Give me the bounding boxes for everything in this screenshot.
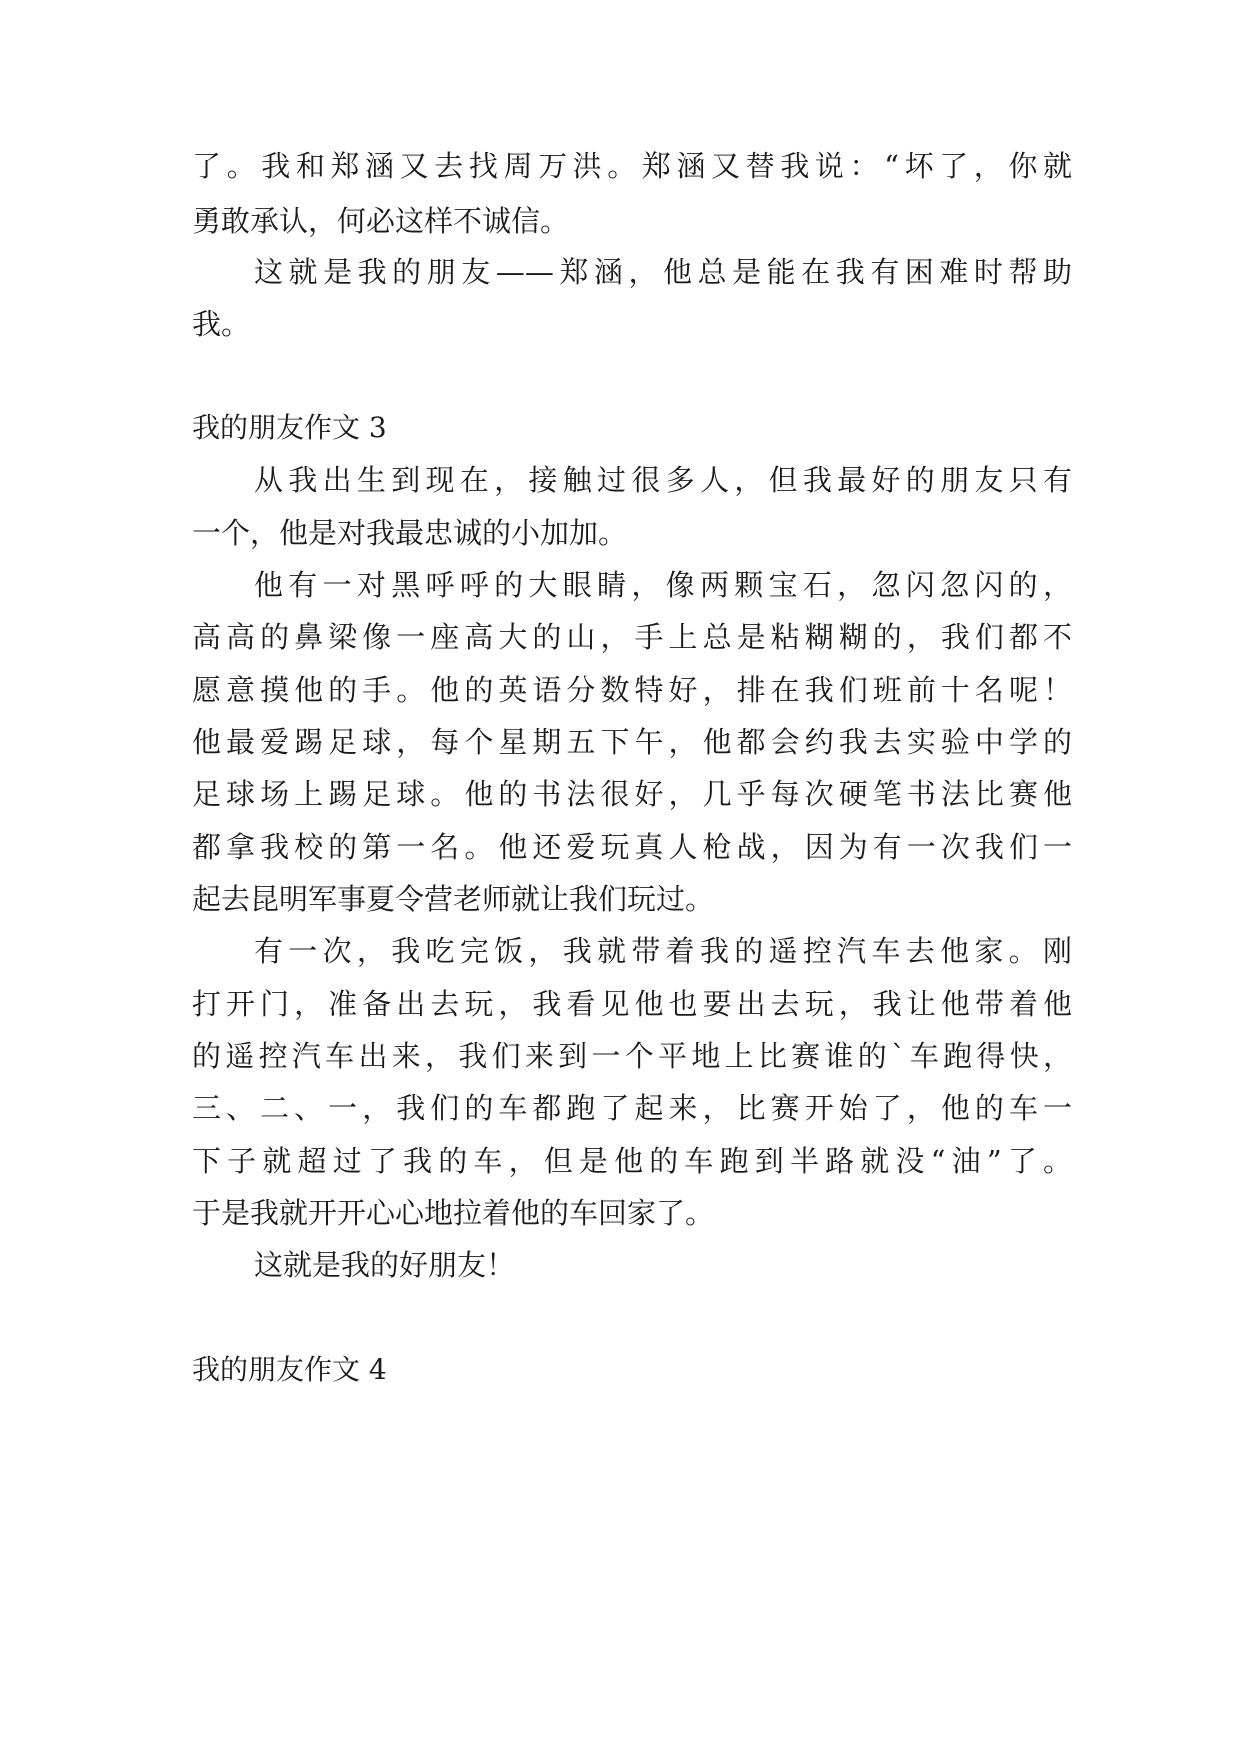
text-line: 起去昆明军事夏令营老师就让我们玩过。: [192, 882, 715, 916]
text-line: 从我出生到现在，接触过很多人，但我最好的朋友只有: [254, 463, 1072, 497]
text-line: 了。我和郑涵又去找周万洪。郑涵又替我说：“坏了，你就: [192, 149, 1072, 183]
text-line: 足球场上踢足球。他的书法很好，几乎每次硬笔书法比赛他: [192, 777, 1072, 811]
text-line: 他最爱踢足球，每个星期五下午，他都会约我去实验中学的: [192, 725, 1072, 759]
text-line: 下子就超过了我的车，但是他的车跑到半路就没“油”了。: [192, 1144, 1072, 1178]
text-line: 勇敢承认，何必这样不诚信。: [192, 204, 570, 238]
text-line: 都拿我校的第一名。他还爱玩真人枪战，因为有一次我们一: [192, 830, 1072, 864]
text-line: 愿意摸他的手。他的英语分数特好，排在我们班前十名呢！: [192, 673, 1072, 707]
section-heading: 我的朋友作文 4: [192, 1353, 387, 1386]
text-line: 三、二、一，我们的车都跑了起来，比赛开始了，他的车一: [192, 1091, 1072, 1125]
text-line: 我。: [192, 307, 251, 341]
text-line: 高高的鼻梁像一座高大的山，手上总是粘糊糊的，我们都不: [192, 620, 1072, 654]
text-line: 这就是我的好朋友！: [254, 1248, 516, 1282]
text-line: 一个，他是对我最忠诚的小加加。: [192, 516, 628, 550]
text-line: 的遥控汽车出来，我们来到一个平地上比赛谁的`车跑得快，: [192, 1039, 1072, 1073]
section-heading: 我的朋友作文 3: [192, 411, 387, 444]
text-line: 于是我就开开心心地拉着他的车回家了。: [192, 1196, 715, 1230]
text-line: 这就是我的朋友——郑涵，他总是能在我有困难时帮助: [254, 255, 1072, 289]
text-line: 有一次，我吃完饭，我就带着我的遥控汽车去他家。刚: [254, 934, 1072, 968]
text-line: 他有一对黑呼呼的大眼睛，像两颗宝石，忽闪忽闪的，: [254, 568, 1072, 602]
text-line: 打开门，准备出去玩，我看见他也要出去玩，我让他带着他: [192, 987, 1072, 1021]
